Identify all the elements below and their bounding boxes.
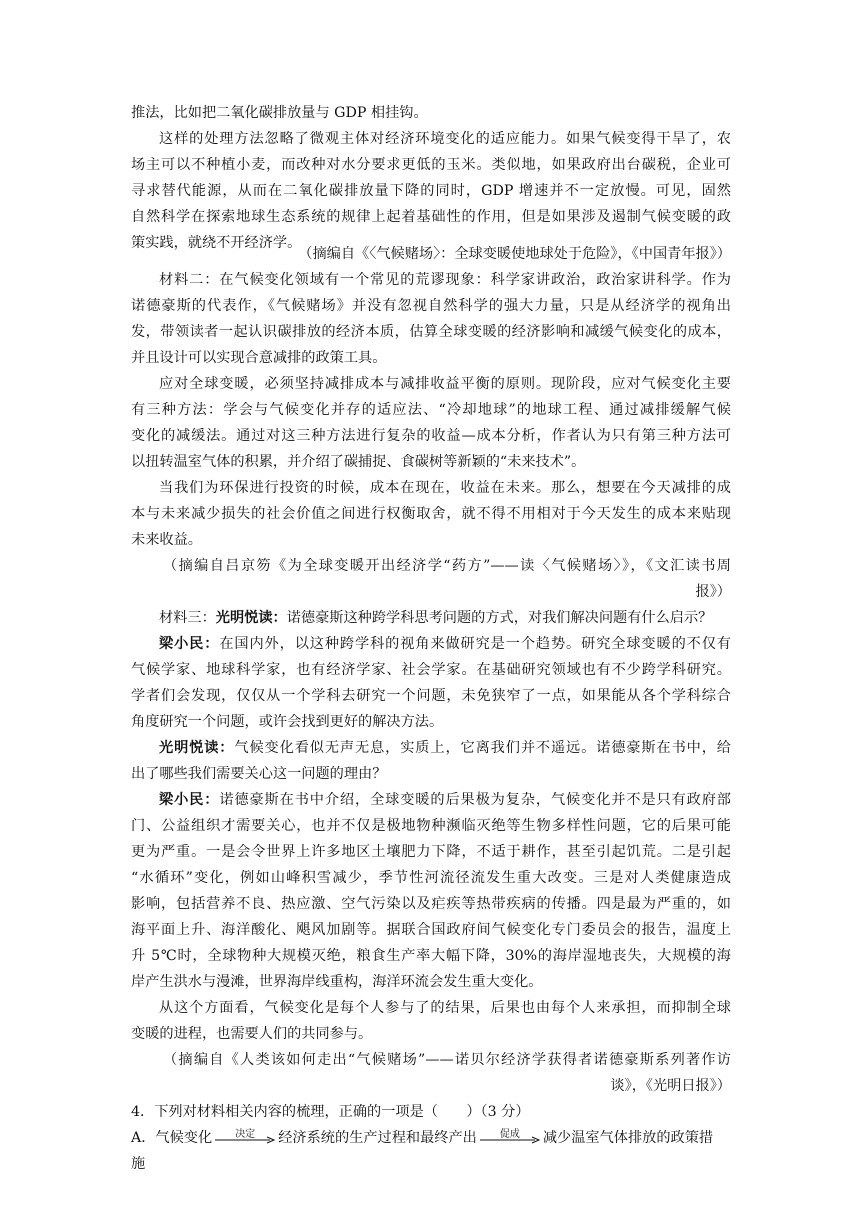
- paragraph-line: 气候学家、地球科学家，也有经济学家、社会学家。在基础研究领域也有不少跨学科研究。: [131, 662, 731, 678]
- interview-answer: 梁小民：在国内外，以这种跨学科的视角来做研究是一个趋势。研究全球变暖的不仅有: [159, 636, 731, 652]
- paragraph-line: 学者们会发现，仅仅从一个学科去研究一个问题，未免狭窄了一点，如果能从各个学科综合: [131, 688, 731, 704]
- speaker-label: 梁小民：: [159, 792, 220, 808]
- speaker-label: 光明悦读：: [159, 740, 235, 756]
- paragraph-line: 应对全球变暖，必须坚持减排成本与减排收益平衡的原则。现阶段，应对气候变化主要: [159, 376, 731, 392]
- paragraph-line: 这样的处理方法忽略了微观主体对经济环境变化的适应能力。如果气候变得干旱了，农: [159, 131, 731, 147]
- paragraph-line: 场主可以不种植小麦，而改种对水分要求更低的玉米。类似地，如果政府出台碳税，企业可: [131, 157, 731, 173]
- paragraph-line: 从这个方面看，气候变化是每个人参与了的结果，后果也由每个人来承担，而抑制全球: [159, 1000, 731, 1016]
- paragraph-line: 出了哪些我们需要关心这一问题的理由？: [131, 766, 387, 782]
- paragraph-line: 角度研究一个问题，或许会找到更好的解决方法。: [131, 714, 444, 730]
- source-citation: 谈》，《光明日报》）: [610, 1078, 731, 1094]
- paragraph-line: 变化的减缓法。通过对这三种方法进行复杂的收益—成本分析，作者认为只有第三种方法可: [131, 428, 731, 444]
- paragraph-line: 并且设计可以实现合意减排的政策工具。: [131, 350, 387, 366]
- speaker-label: 梁小民：: [159, 636, 220, 652]
- source-citation: 报》）: [695, 584, 731, 600]
- paragraph-line: 策实践，就绕不开经济学。: [131, 235, 302, 251]
- paragraph-line: 岸产生洪水与漫滩，世界海岸线重构，海洋环流会发生重大变化。: [131, 974, 543, 990]
- paragraph-line: 有三种方法：学会与气候变化并存的适应法、“冷却地球”的地球工程、通过减排缓解气候: [131, 402, 731, 418]
- paragraph-line: 影响，包括营养不良、热应激、空气污染以及疟疾等热带疾病的传播。四是最为严重的，如: [131, 896, 731, 912]
- paragraph-line: 材料二：在气候变化领域有一个常见的荒谬现象：科学家讲政治，政治家讲科学。作为: [159, 272, 731, 288]
- source-citation: （摘编自《人类该如何走出“气候赌场”——诺贝尔经济学获得者诺德豪斯系列著作访: [163, 1052, 731, 1068]
- interview-answer: 梁小民：诺德豪斯在书中介绍，全球变暖的后果极为复杂，气候变化并不是只有政府部: [159, 792, 731, 808]
- option-a[interactable]: [131, 1128, 713, 1148]
- paragraph-line: 海平面上升、海洋酸化、飓风加剧等。据联合国政府间气候变化专门委员会的报告，温度上: [131, 922, 731, 938]
- paragraph-line: 当我们为环保进行投资的时候，成本在现在，收益在未来。那么，想要在今天减排的成: [159, 480, 731, 496]
- interview-question: 光明悦读：气候变化看似无声无息，实质上，它离我们并不遥远。诺德豪斯在书中，给: [159, 740, 731, 756]
- paragraph-line: 寻求替代能源，从而在二氧化碳排放量下降的同时，GDP 增速并不一定放慢。可见，固然: [131, 183, 731, 199]
- paragraph-line: 发，带领读者一起认识碳排放的经济本质，估算全球变暖的经济影响和减缓气候变化的成本，: [131, 324, 731, 340]
- paragraph-line: 以扭转温室气体的积累，并介绍了碳捕捉、食碳树等新颖的“未来技术”。: [131, 454, 586, 470]
- arrow-icon: [480, 1129, 540, 1147]
- paragraph-line: 诺德豪斯的代表作，《气候赌场》并没有忽视自然科学的强大力量，只是从经济学的视角出: [131, 298, 731, 314]
- paragraph-line: 推法，比如把二氧化碳排放量与 GDP 相挂钩。: [131, 105, 428, 121]
- paragraph-line: 变暖的进程，也需要人们的共同参与。: [131, 1026, 373, 1042]
- option-a-prefix: A．气候变化: [131, 1130, 213, 1146]
- arrow-label: 促成: [499, 1129, 520, 1140]
- paragraph-line: 未来收益。: [131, 532, 202, 548]
- question-stem: 4．下列对材料相关内容的梳理，正确的一项是（ ）（3 分）: [131, 1104, 530, 1120]
- paragraph-line: 本与未来减少损失的社会价值之间进行权衡取舍，就不得不用相对于今天发生的成本来贴现: [131, 506, 731, 522]
- speaker-label: 光明悦读：: [215, 610, 287, 626]
- paragraph-line: 更为严重。一是会令世界上许多地区土壤肥力下降，不适于耕作，甚至引起饥荒。二是引起: [131, 844, 731, 860]
- option-a-wrap: 施: [131, 1156, 146, 1172]
- paragraph-line: 门、公益组织才需要关心，也并不仅是极地物种濒临灭绝等生物多样性问题，它的后果可能: [131, 818, 731, 834]
- paragraph-line: 自然科学在探索地球生态系统的规律上起着基础性的作用，但是如果涉及遏制气候变暖的政: [131, 209, 731, 225]
- paragraph-line: “水循环”变化，例如山峰积雪减少，季节性河流径流发生重大改变。三是对人类健康造成: [131, 870, 731, 886]
- paragraph-line: 升 5℃时，全球物种大规模灭绝，粮食生产率大幅下降，30%的海岸湿地丧失，大规模的海: [131, 948, 731, 964]
- source-citation: （摘编自《〈气候赌场〉：全球变暖使地球处于危险》，《中国青年报》）: [298, 246, 731, 262]
- question-text: 诺德豪斯这种跨学科思考问题的方式，对我们解决问题有什么启示？: [286, 610, 713, 626]
- arrow-label: 决定: [235, 1129, 256, 1140]
- option-a-end: 减少温室气体排放的政策措: [542, 1130, 714, 1146]
- option-a-middle: 经济系统的生产过程和最终产出: [278, 1130, 477, 1146]
- arrow-icon: [215, 1129, 275, 1147]
- source-citation: （摘编自吕京笏《为全球变暖开出经济学“药方”——读〈气候赌场〉》，《文汇读书周: [163, 558, 731, 574]
- material-label: 材料三：: [159, 610, 216, 626]
- interview-question: [159, 608, 731, 628]
